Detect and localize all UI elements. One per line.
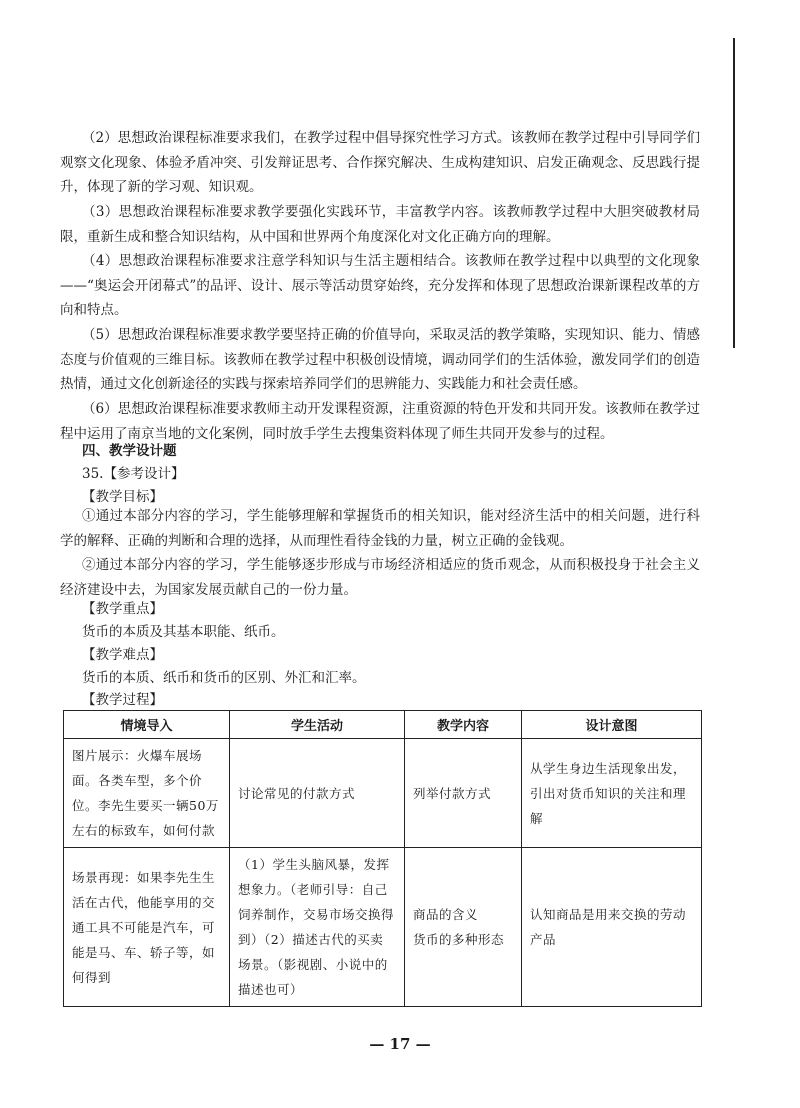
paragraph-3: （3）思想政治课程标准要求教学要强化实践环节，丰富教学内容。该教师教学过程中大胆突破教材局限，重新生成和整合知识结构，从中国和世界两个角度深化对文化正确方向的理解。 [60, 204, 700, 245]
process-label: 【教学过程】 [82, 692, 163, 708]
key-label: 【教学重点】 [82, 601, 163, 617]
teaching-process-table [63, 710, 702, 1007]
header-intro: 情境导入 [64, 711, 230, 739]
question-number: 35.【参考设计】 [82, 466, 185, 482]
header-intent: 设计意图 [522, 711, 702, 739]
difficulty-label: 【教学难点】 [82, 647, 163, 663]
page-number: — 17 — [369, 1035, 431, 1053]
key-text: 货币的本质及其基本职能、纸币。 [82, 624, 285, 640]
paragraph-2: （2）思想政治课程标准要求我们，在教学过程中倡导探究性学习方式。该教师在教学过程中引导同学们观察文化现象、体验矛盾冲突、引发辩证思考、合作探究解决、生成构建知识、启发正确观念、反思践行提升，体现了新的学习观、知识观。 [60, 130, 700, 195]
table-row [64, 739, 702, 848]
paragraph-4: （4）思想政治课程标准要求注意学科知识与生活主题相结合。该教师在教学过程中以典型的文化现象——“奥运会开闭幕式”的品评、设计、展示等活动贯穿始终，充分发挥和体现了思想政治课新课程改革的方向和特点。 [60, 253, 700, 318]
section-heading: 四、教学设计题 [82, 443, 177, 459]
goal-2: ②通过本部分内容的学习，学生能够逐步形成与市场经济相适应的货币观念，从而积极投身于社会主义经济建设中去，为国家发展贡献自己的一份力量。 [60, 557, 700, 598]
cell-intent: 从学生身边生活现象出发，引出对货币知识的关注和理解 [522, 739, 702, 848]
paragraph-5: （5）思想政治课程标准要求教学要坚持正确的价值导向，采取灵活的教学策略，实现知识、能力、情感态度与价值观的三维目标。该教师在教学过程中积极创设情境，调动同学们的生活体验，激发同学们的创造热情，通过文化创新途径的实践与探索培养同学们的思辨能力、实践能力和社会责任感。 [60, 327, 700, 392]
cell-intro: 图片展示：火爆车展场面。各类车型，多个价位。李先生要买一辆50万左右的标致车，如何付款 [64, 739, 230, 848]
header-content: 教学内容 [405, 711, 522, 739]
goal-1: ①通过本部分内容的学习，学生能够理解和掌握货币的相关知识，能对经济生活中的相关问题，进行科学的解释、正确的判断和合理的选择，从而理性看待金钱的力量，树立正确的金钱观。 [60, 508, 700, 549]
goals-label: 【教学目标】 [82, 489, 163, 505]
paragraph-6: （6）思想政治课程标准要求教师主动开发课程资源，注重资源的特色开发和共同开发。该教师在教学过程中运用了南京当地的文化案例，同时放手学生去搜集资料体现了师生共同开发参与的过程。 [60, 401, 700, 442]
scan-edge-line [733, 38, 735, 348]
cell-activity: 讨论常见的付款方式 [230, 739, 405, 848]
cell-content: 列举付款方式 [405, 739, 522, 848]
cell-intent: 认知商品是用来交换的劳动产品 [522, 848, 702, 1007]
header-activity: 学生活动 [230, 711, 405, 739]
cell-activity: （1）学生头脑风暴，发挥想象力。（老师引导：自己饲养制作，交易市场交换得到）（2）描述古代的买卖场景。（影视剧、小说中的描述也可） [230, 848, 405, 1007]
cell-content: 商品的含义 货币的多种形态 [405, 848, 522, 1007]
difficulty-text: 货币的本质、纸币和货币的区别、外汇和汇率。 [82, 670, 366, 686]
table-header-row [64, 711, 702, 739]
table-row [64, 848, 702, 1007]
cell-intro: 场景再现：如果李先生生活在古代，他能享用的交通工具不可能是汽车，可能是马、车、轿子等，如何得到 [64, 848, 230, 1007]
